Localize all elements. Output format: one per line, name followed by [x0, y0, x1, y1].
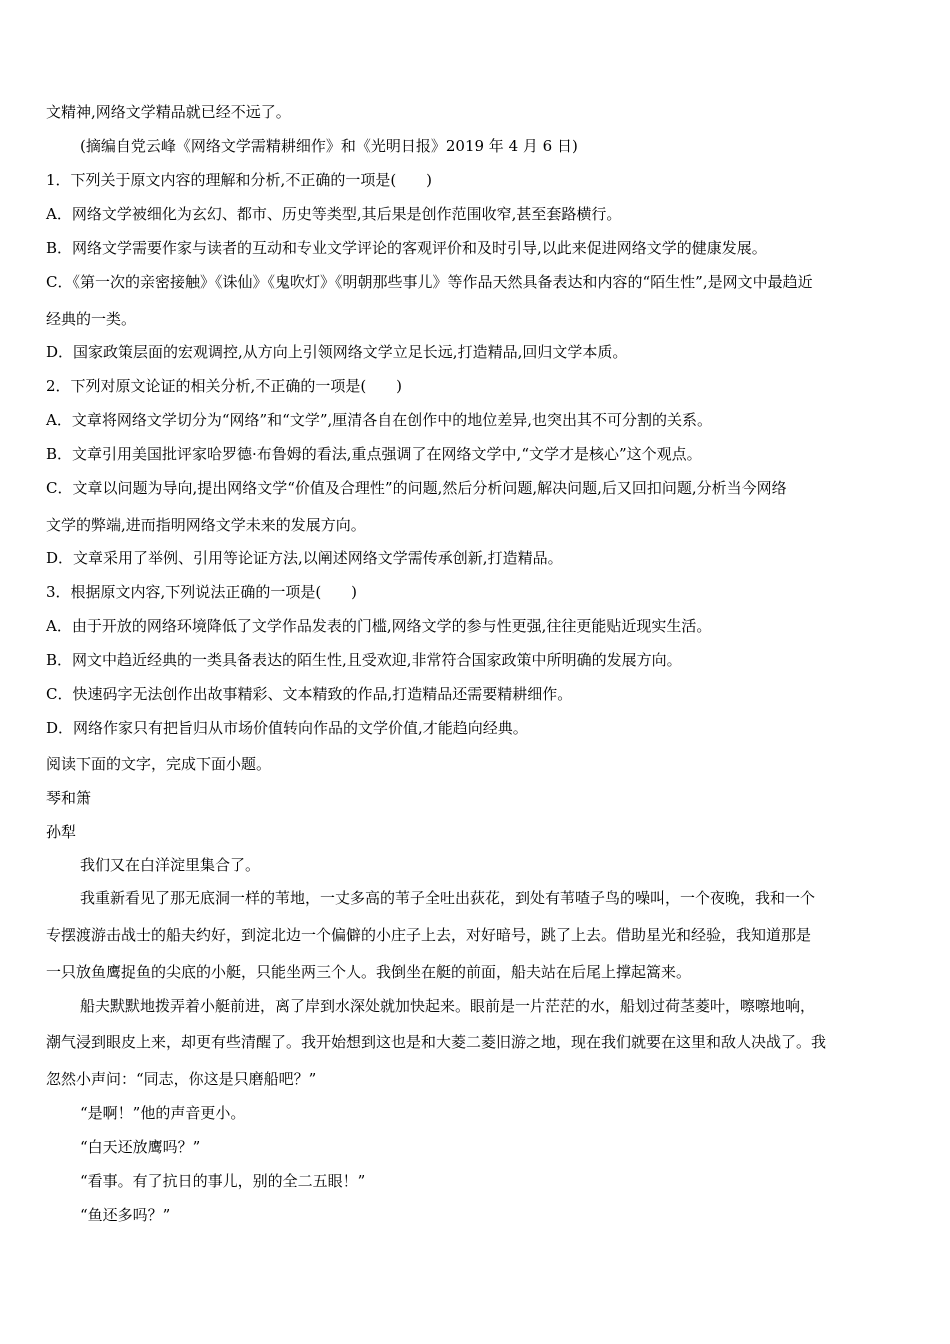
- question-1-option-c-cont: 经典的一类。: [46, 310, 137, 328]
- reading-instruction: 阅读下面的文字，完成下面小题。: [46, 755, 272, 773]
- question-2-option-c: C．文章以问题为导向,提出网络文学“价值及合理性”的问题,然后分析问题,解决问题,后又回扣问题,分析当今网络: [46, 479, 787, 497]
- story-paragraph-3-cont: 潮气浸到眼皮上来，却更有些清醒了。我开始想到这也是和大菱二菱旧游之地，现在我们就要在这里和敌人决战了。我: [46, 1033, 827, 1051]
- question-1-option-c: C．《第一次的亲密接触》《诛仙》《鬼吹灯》《明朝那些事儿》等作品天然具备表达和内容的“陌生性”,是网文中最趋近: [46, 273, 813, 291]
- question-3-option-d: D．网络作家只有把旨归从市场价值转向作品的文学价值,才能趋向经典。: [46, 719, 528, 737]
- dialogue-line-4: “鱼还多吗？”: [80, 1206, 171, 1224]
- question-2-stem: 2．下列对原文论证的相关分析,不正确的一项是( ): [46, 377, 403, 395]
- dialogue-line-3: “看事。有了抗日的事儿，别的全二五眼！”: [80, 1172, 366, 1190]
- question-3-option-b: B．网文中趋近经典的一类具备表达的陌生性,且受欢迎,非常符合国家政策中所明确的发展方向。: [46, 651, 682, 669]
- question-2-option-c-cont: 文学的弊端,进而指明网络文学未来的发展方向。: [46, 516, 366, 534]
- question-1-stem: 1．下列关于原文内容的理解和分析,不正确的一项是( ): [46, 171, 433, 189]
- question-3-option-a: A．由于开放的网络环境降低了文学作品发表的门槛,网络文学的参与性更强,往往更能贴近现实生活。: [46, 617, 712, 635]
- dialogue-line-1: “是啊！”他的声音更小。: [80, 1104, 246, 1122]
- story-author: 孙犁: [46, 823, 77, 841]
- question-1-option-b: B．网络文学需要作家与读者的互动和专业文学评论的客观评价和及时引导,以此来促进网络文学的健康发展。: [46, 239, 767, 257]
- question-2-option-b: B．文章引用美国批评家哈罗德·布鲁姆的看法,重点强调了在网络文学中,“文学才是核心”这个观点。: [46, 445, 702, 463]
- intro-end-line: 文精神,网络文学精品就已经不远了。: [46, 103, 291, 121]
- source-citation: (摘编自党云峰《网络文学需精耕细作》和《光明日报》2019 年 4 月 6 日): [80, 137, 578, 155]
- story-paragraph-3: 船夫默默地拨弄着小艇前进，离了岸到水深处就加快起来。眼前是一片茫茫的水，船划过荷茎菱叶，嚓嚓地响，: [80, 997, 816, 1015]
- question-2-option-a: A．文章将网络文学切分为“网络”和“文学”,厘清各自在创作中的地位差异,也突出其不可分割的关系。: [46, 411, 713, 429]
- story-paragraph-2-end: 一只放鱼鹰捉鱼的尖底的小艇，只能坐两三个人。我倒坐在艇的前面，船夫站在后尾上撑起篙来。: [46, 963, 692, 981]
- question-3-stem: 3．根据原文内容,下列说法正确的一项是( ): [46, 583, 358, 601]
- story-title: 琴和箫: [46, 789, 92, 807]
- story-paragraph-2-cont: 专摆渡游击战士的船夫约好，到淀北边一个偏僻的小庄子上去，对好暗号，跳了上去。借助星光和经验，我知道那是: [46, 926, 812, 944]
- dialogue-line-2: “白天还放鹰吗？”: [80, 1138, 201, 1156]
- question-1-option-d: D．国家政策层面的宏观调控,从方向上引领网络文学立足长远,打造精品,回归文学本质。: [46, 343, 628, 361]
- story-paragraph-1: 我们又在白洋淀里集合了。: [80, 856, 261, 874]
- question-1-option-a: A．网络文学被细化为玄幻、都市、历史等类型,其后果是创作范围收窄,甚至套路横行。: [46, 205, 622, 223]
- story-paragraph-2: 我重新看见了那无底洞一样的苇地，一丈多高的苇子全吐出荻花，到处有苇喳子鸟的噪叫，一个夜晚，我和一个: [80, 889, 816, 907]
- question-2-option-d: D．文章采用了举例、引用等论证方法,以阐述网络文学需传承创新,打造精品。: [46, 549, 563, 567]
- question-3-option-c: C．快速码字无法创作出故事精彩、文本精致的作品,打造精品还需要精耕细作。: [46, 685, 573, 703]
- story-paragraph-3-end: 忽然小声问：“同志，你这是只磨船吧？”: [46, 1070, 317, 1088]
